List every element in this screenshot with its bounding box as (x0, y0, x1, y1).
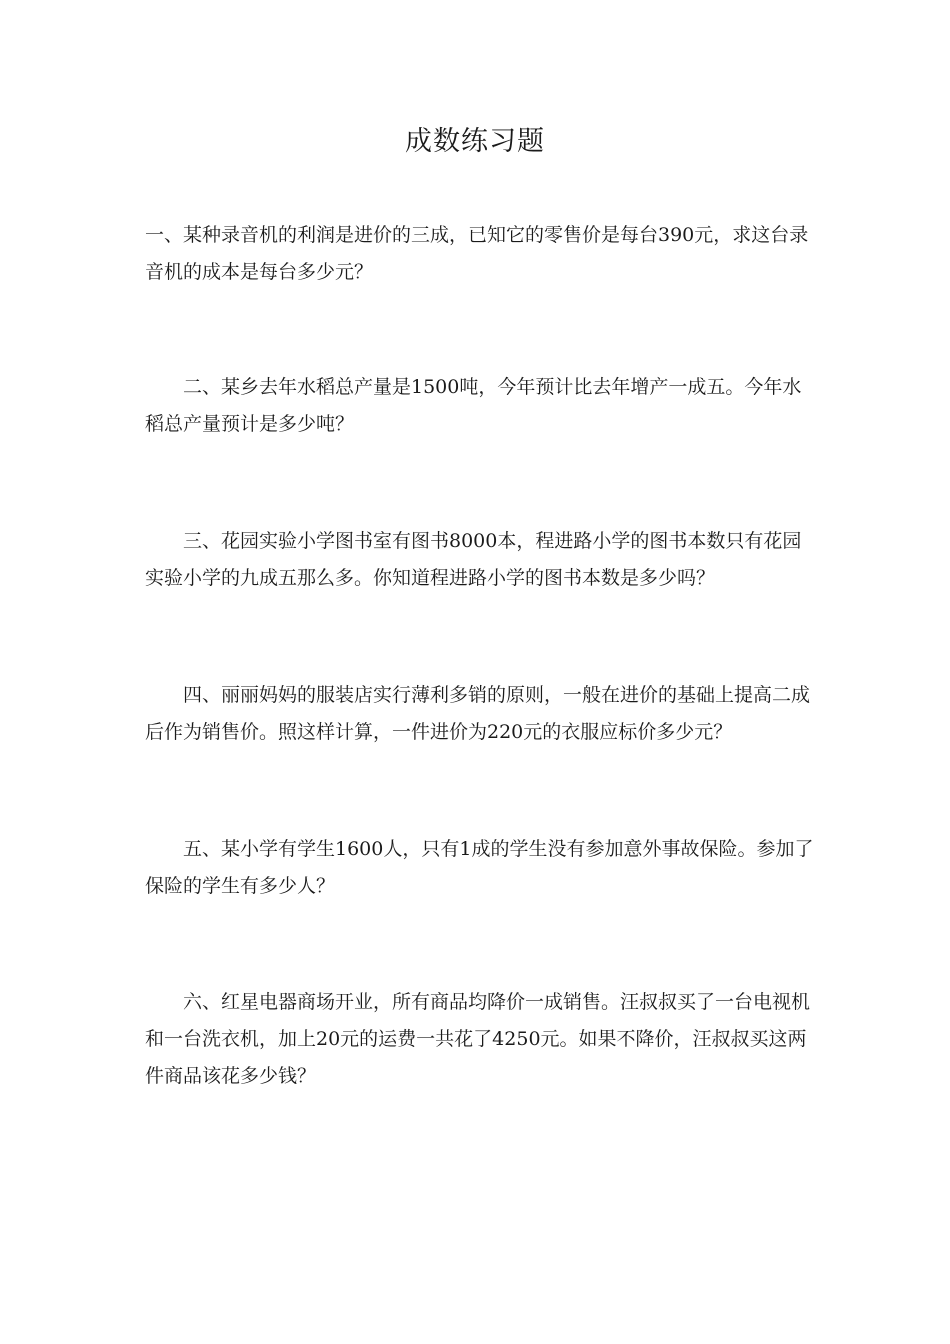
problem-5: 五、某小学有学生1600人，只有1成的学生没有参加意外事故保险。参加了保险的学生有多少人？ (145, 838, 814, 897)
problem-3: 三、花园实验小学图书室有图书8000本，程进路小学的图书本数只有花园实验小学的九成五那么多。你知道程进路小学的图书本数是多少吗？ (145, 530, 802, 589)
problem-2: 二、某乡去年水稻总产量是1500吨，今年预计比去年增产一成五。今年水稻总产量预计是多少吨？ (145, 376, 802, 435)
problem-1: 一、某种录音机的利润是进价的三成，已知它的零售价是每台390元，求这台录音机的成本是每台多少元？ (145, 224, 809, 283)
problem-4: 四、丽丽妈妈的服装店实行薄利多销的原则，一般在进价的基础上提高二成后作为销售价。照这样计算，一件进价为220元的衣服应标价多少元？ (145, 684, 811, 743)
problem-6: 六、红星电器商场开业，所有商品均降价一成销售。汪叔叔买了一台电视机和一台洗衣机，加上20元的运费一共花了4250元。如果不降价，汪叔叔买这两件商品该花多少钱？ (145, 991, 811, 1087)
page-title: 成数练习题 (405, 126, 545, 157)
